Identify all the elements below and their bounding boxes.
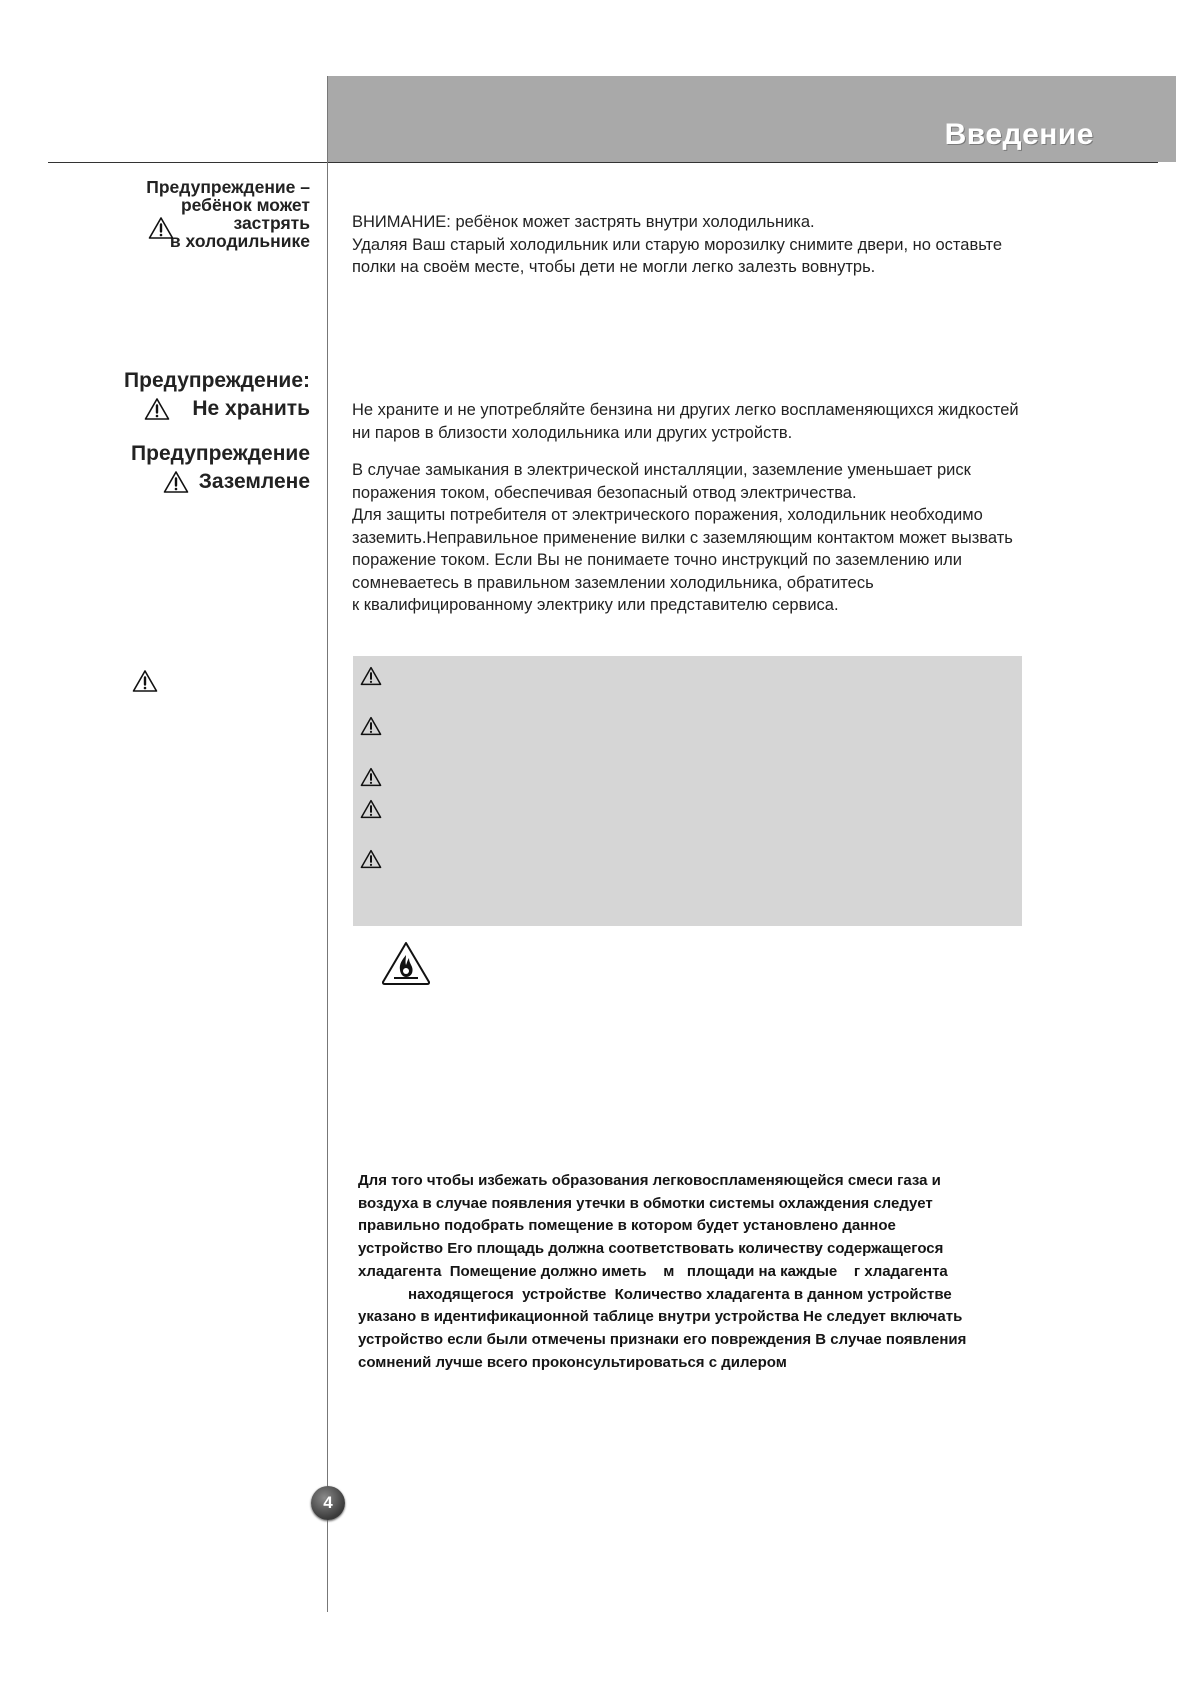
refrigerant-note: [358, 1170, 1038, 1374]
column-divider: [327, 76, 328, 1612]
paragraph-line: Для того чтобы избежать образования легковоспламеняющейся смеси газа и: [358, 1172, 941, 1189]
grounding-heading: [131, 440, 310, 496]
no-store-heading: [124, 367, 310, 423]
warnings-box: [353, 656, 1022, 926]
grounding-heading-line: Заземлене: [198, 470, 310, 493]
paragraph-line: заземить.Неправильное применение вилки с заземляющим контактом может вызвать: [352, 528, 1013, 547]
paragraph-line: устройство Его площадь должна соответствовать количеству содержащегося: [358, 1240, 944, 1258]
no-store-heading-line: Предупреждение:: [124, 369, 310, 392]
paragraph-line: Не храните и не употребляйте бензина ни других легко воспламеняющихся жидкостей: [352, 401, 1019, 419]
warning-triangle-icon: [163, 470, 189, 494]
child-trap-heading-line: ребёнок может: [180, 195, 310, 215]
child-trap-heading-line: застрять: [233, 213, 310, 233]
paragraph-line: указано в идентификационной таблице внутри устройства Не следует включать: [358, 1308, 963, 1326]
warning-triangle-icon: [360, 666, 382, 686]
warning-triangle-icon: [148, 216, 174, 240]
warning-triangle-icon: [360, 767, 382, 787]
paragraph-line: В случае замыкания в электрической инсталляции, заземление уменьшает риск: [352, 461, 971, 479]
no-store-paragraph: [352, 399, 1032, 444]
paragraph-line: к квалифицированному электрику или представителю сервиса.: [352, 596, 839, 614]
page-number: 4: [311, 1486, 345, 1520]
paragraph-line: Удаляя Ваш старый холодильник или старую морозилку снимите двери, но оставьте: [352, 235, 1003, 254]
paragraph-line: сомневаетесь в правильном заземлении холодильника, обратитесь: [352, 573, 874, 592]
warning-triangle-icon: [360, 716, 382, 736]
paragraph-line: Для защиты потребителя от электрического поражения, холодильник необходимо: [352, 506, 983, 524]
child-trap-heading-line: в холодильнике: [169, 231, 310, 251]
paragraph-line: поражение током. Если Вы не понимаете точно инструкций по заземлению или: [352, 551, 962, 569]
section-title: Введение: [944, 118, 1094, 151]
paragraph-line: ни паров в близости холодильника или других устройств.: [352, 423, 793, 442]
flammable-warning-icon: [380, 940, 432, 986]
paragraph-line: ВНИМАНИЕ: ребёнок может застрять внутри холодильника.: [352, 213, 815, 231]
grounding-paragraph: [352, 459, 1032, 617]
warning-triangle-icon: [360, 799, 382, 819]
no-store-heading-row: [124, 395, 310, 423]
warning-triangle-icon: [144, 397, 170, 421]
header-divider: [48, 162, 1158, 163]
paragraph-line: сомнений лучше всего проконсультироваться с дилером: [358, 1353, 787, 1371]
paragraph-line: воздуха в случае появления утечки в обмотки системы охлаждения следует: [358, 1194, 933, 1212]
paragraph-line: находящегося устройстве Количество хладагента в данном устройстве: [358, 1285, 952, 1303]
warning-triangle-icon: [132, 669, 158, 693]
child-trap-heading-line: Предупреждение –: [146, 177, 310, 197]
child-trap-paragraph: [352, 211, 1032, 279]
paragraph-line: поражения током, обеспечивая безопасный отвод электричества.: [352, 483, 857, 502]
warning-triangle-icon: [360, 849, 382, 869]
paragraph-line: хладагента Помещение должно иметь м площади на каждые г хладагента: [358, 1262, 948, 1280]
paragraph-line: устройство если были отмечены признаки его повреждения В случае появления: [358, 1330, 967, 1348]
paragraph-line: правильно подобрать помещение в котором будет установлено данное: [358, 1217, 896, 1235]
no-store-heading-line: Не хранить: [192, 397, 310, 420]
grounding-heading-row: [131, 468, 310, 496]
grounding-heading-line: Предупреждение: [131, 442, 310, 465]
paragraph-line: полки на своём месте, чтобы дети не могли легко залезть вовнутрь.: [352, 258, 876, 276]
